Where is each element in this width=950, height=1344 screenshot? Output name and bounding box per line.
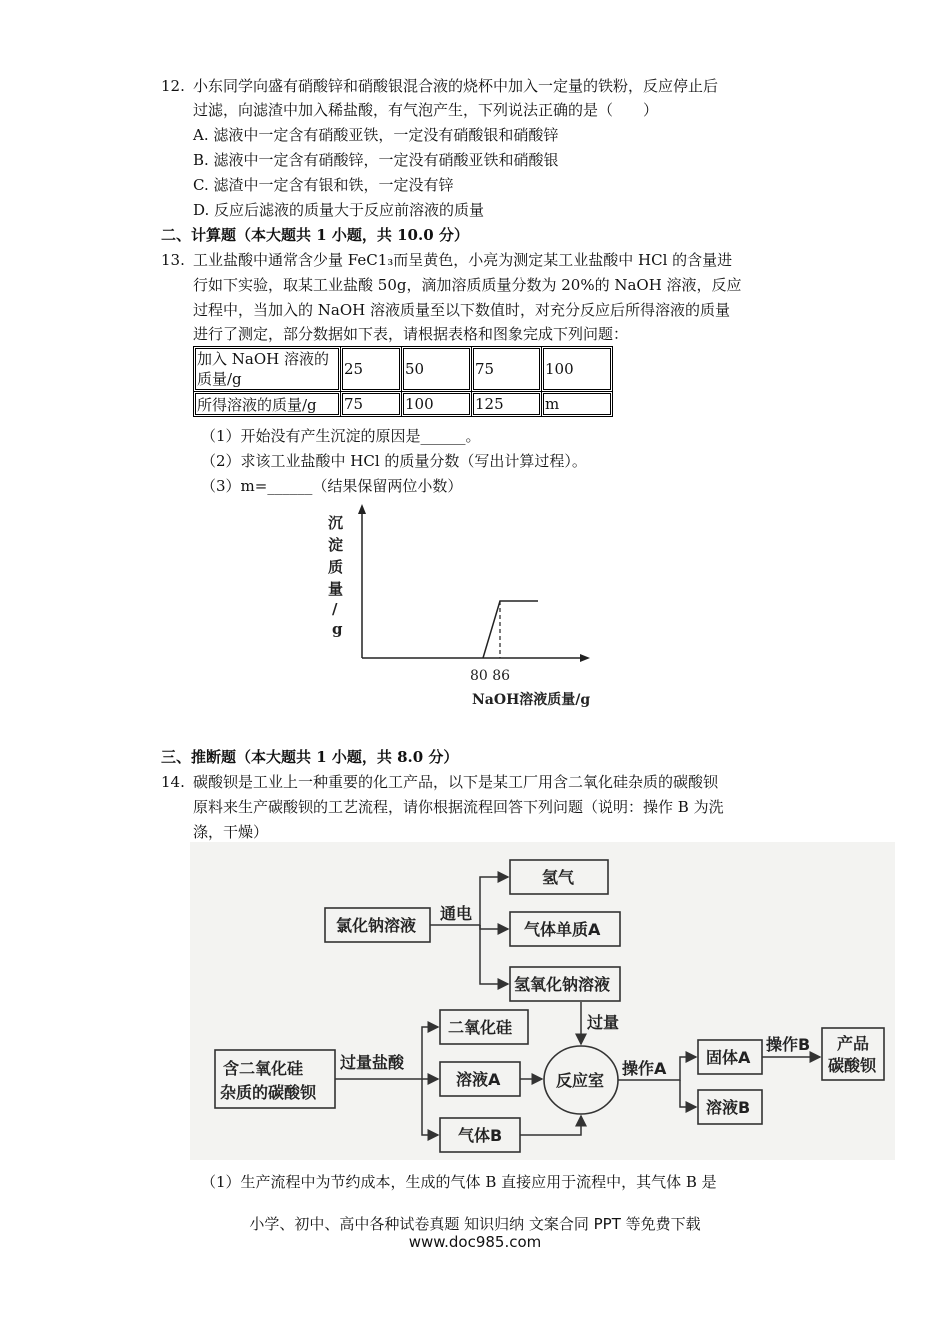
q13-stem-line3: 过程中，当加入的 NaOH 溶液质量至以下数值时，对充分反应后所得溶液的质量 <box>193 301 730 319</box>
q14-stem-line2: 原料来生产碳酸钡的工艺流程，请你根据流程回答下列问题（说明：操作 B 为洗 <box>193 798 724 816</box>
q14-sub1: （1）生产流程中为节约成本，生成的气体 B 直接应用于流程中，其气体 B 是 <box>201 1173 717 1191</box>
label-gas-b: 气体B <box>458 1126 503 1145</box>
table-header-cell: 所得溶液的质量/g <box>194 392 341 417</box>
question-number-12: 12. <box>161 77 185 95</box>
label-product-line2: 碳酸钡 <box>828 1056 877 1075</box>
question-number-14: 14. <box>161 773 185 791</box>
q13-stem-line1: 工业盐酸中通常含少量 FeC1₃而呈黄色，小亮为测定某工业盐酸中 HCl 的含量进 <box>193 251 733 269</box>
label-operation-b: 操作B <box>766 1035 811 1054</box>
section-heading-calculation: 二、计算题（本大题共 1 小题，共 10.0 分） <box>161 226 469 244</box>
label-raw-line1: 含二氧化硅 <box>223 1059 304 1078</box>
footer-line1: 小学、初中、高中各种试卷真题 知识归纳 文案合同 PPT 等免费下载 <box>249 1215 701 1233</box>
graph-ylabel-char: g <box>332 620 343 638</box>
graph-x-ticks: 80 86 <box>470 668 511 684</box>
q12-stem-line2: 过滤，向滤渣中加入稀盐酸，有气泡产生，下列说法正确的是（ ） <box>193 101 659 119</box>
graph-ylabel-char: 沉 <box>328 514 344 532</box>
label-silicon-dioxide: 二氧化硅 <box>448 1018 513 1037</box>
process-flowchart <box>190 842 895 1160</box>
q13-sub3: （3）m=______（结果保留两位小数） <box>201 477 463 495</box>
q12-option-d: D. 反应后滤液的质量大于反应前溶液的质量 <box>193 201 485 219</box>
y-axis-arrow-icon <box>358 504 366 514</box>
graph-ylabel-char: 淀 <box>328 536 344 554</box>
q14-stem-line3: 涤，干燥） <box>193 823 269 841</box>
q12-stem-line1: 小东同学向盛有硝酸锌和硝酸银混合液的烧杯中加入一定量的铁粉，反应停止后 <box>193 77 719 95</box>
q12-option-a: A. 滤液中一定含有硝酸亚铁，一定没有硝酸银和硝酸锌 <box>193 126 559 144</box>
label-solution-b: 溶液B <box>706 1098 751 1117</box>
graph-ylabel-char: 质 <box>328 558 344 576</box>
label-solution-a: 溶液A <box>456 1070 501 1089</box>
table-cell: 75 <box>341 392 402 417</box>
label-operation-a: 操作A <box>622 1059 667 1078</box>
q13-sub2: （2）求该工业盐酸中 HCl 的质量分数（写出计算过程）。 <box>201 452 587 470</box>
label-excess: 过量 <box>587 1013 620 1032</box>
table-row <box>194 392 613 417</box>
q12-option-b: B. 滤液中一定含有硝酸锌，一定没有硝酸亚铁和硝酸银 <box>193 151 559 169</box>
table-cell: 100 <box>542 347 613 392</box>
table-cell: 50 <box>402 347 472 392</box>
table-row <box>194 347 613 392</box>
table-header-cell: 加入 NaOH 溶液的 质量/g <box>194 347 341 392</box>
graph-curve <box>483 601 538 658</box>
x-axis-arrow-icon <box>580 654 590 662</box>
label-raw-line2: 杂质的碳酸钡 <box>220 1083 317 1102</box>
graph-ylabel-char: / <box>332 600 338 618</box>
footer-url: www.doc985.com <box>408 1233 542 1251</box>
table-cell: 25 <box>341 347 402 392</box>
label-gas-a: 气体单质A <box>524 920 601 939</box>
graph-x-label: NaOH溶液质量/g <box>472 692 591 708</box>
label-excess-hcl: 过量盐酸 <box>340 1053 405 1072</box>
table-cell: 125 <box>472 392 542 417</box>
precipitate-mass-graph <box>320 500 610 720</box>
table-cell: m <box>542 392 613 417</box>
label-sodium-chloride: 氯化钠溶液 <box>336 916 417 935</box>
q14-stem-line1: 碳酸钡是工业上一种重要的化工产品，以下是某工厂用含二氧化硅杂质的碳酸钡 <box>193 773 719 791</box>
label-electrolysis: 通电 <box>440 904 473 923</box>
q13-stem-line4: 进行了测定，部分数据如下表，请根据表格和图象完成下列问题： <box>193 325 629 343</box>
table-cell: 75 <box>472 347 542 392</box>
question-number-13: 13. <box>161 251 185 269</box>
table-cell: 100 <box>402 392 472 417</box>
q13-sub1: （1）开始没有产生沉淀的原因是______。 <box>201 427 481 445</box>
flowchart-canvas <box>190 842 895 1160</box>
q13-data-table <box>193 346 613 417</box>
section-heading-inference: 三、推断题（本大题共 1 小题，共 8.0 分） <box>161 748 459 766</box>
label-sodium-hydroxide: 氢氧化钠溶液 <box>514 975 611 994</box>
label-reactor: 反应室 <box>556 1071 605 1090</box>
q12-option-c: C. 滤渣中一定含有银和铁，一定没有锌 <box>193 176 454 194</box>
q13-stem-line2: 行如下实验，取某工业盐酸 50g，滴加溶质质量分数为 20%的 NaOH 溶液，反应 <box>193 276 742 294</box>
label-product-line1: 产品 <box>837 1034 870 1053</box>
label-solid-a: 固体A <box>706 1048 751 1067</box>
label-hydrogen: 氢气 <box>542 868 575 887</box>
graph-ylabel-char: 量 <box>328 580 344 598</box>
